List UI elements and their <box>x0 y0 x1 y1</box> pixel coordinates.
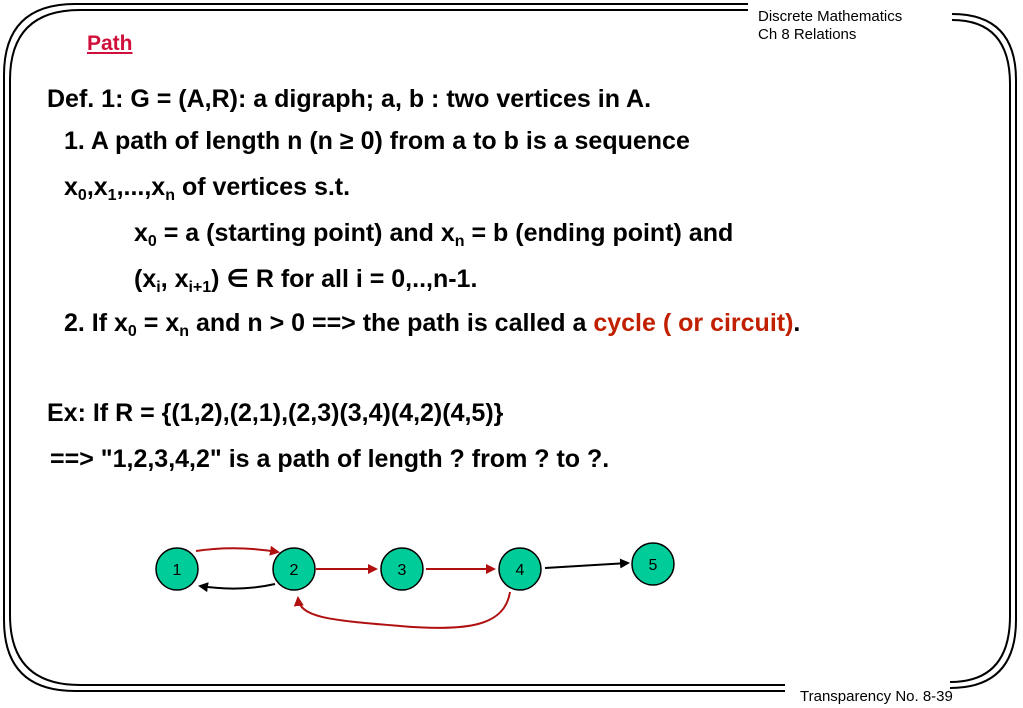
node-label: 3 <box>397 562 407 579</box>
definition-line-1: Def. 1: G = (A,R): a digraph; a, b : two vertices in A. <box>47 85 652 113</box>
node-label: 1 <box>172 562 182 579</box>
edge-4-5 <box>545 563 628 568</box>
course-name: Discrete Mathematics <box>758 8 903 25</box>
node-label: 4 <box>515 562 525 579</box>
edge-2-1 <box>200 584 275 589</box>
element-of-symbol: ∈ <box>226 265 249 293</box>
node-4 <box>499 548 541 590</box>
geq-symbol: ≥ <box>339 127 354 155</box>
condition-item-1: $x_0 = a$ (starting point) and $x_n = b$ (ending point) and <box>134 219 734 250</box>
edge-4-2 <box>298 592 510 628</box>
definition-line-6: 2. If $x_0 = x_n$ and n > 0 ==> the path is called a cycle ( or circuit). <box>64 309 801 340</box>
example-line-2: ==> "1,2,3,4,2" is a path of length ? from ? to ?. <box>50 445 610 473</box>
node-5 <box>632 543 674 585</box>
slide-title: Path <box>87 32 133 55</box>
definition-line-3: $x_0,x_1,...,x_n$ of vertices s.t. <box>64 173 351 204</box>
example-line-1: Ex: If R = {(1,2),(2,1),(2,3)(3,4)(4,2)(4,5)} <box>47 399 504 427</box>
footer-page-number: Transparency No. 8-39 <box>800 688 953 705</box>
node-3 <box>381 548 423 590</box>
node-label: 5 <box>648 557 658 574</box>
definition-line-2: 1. A path of length n (n ≥ 0) from a to b is a sequence <box>64 127 690 155</box>
node-label: 2 <box>289 562 299 579</box>
condition-item-2: ($x_i$, $x_{i+1}$) ∈ R for all i = 0,..,n-1. <box>134 265 478 296</box>
chapter-name: Ch 8 Relations <box>758 26 857 43</box>
node-1 <box>156 548 198 590</box>
cycle-term: cycle ( or circuit) <box>593 309 794 337</box>
node-2 <box>273 548 315 590</box>
edge-1-2 <box>196 548 278 552</box>
